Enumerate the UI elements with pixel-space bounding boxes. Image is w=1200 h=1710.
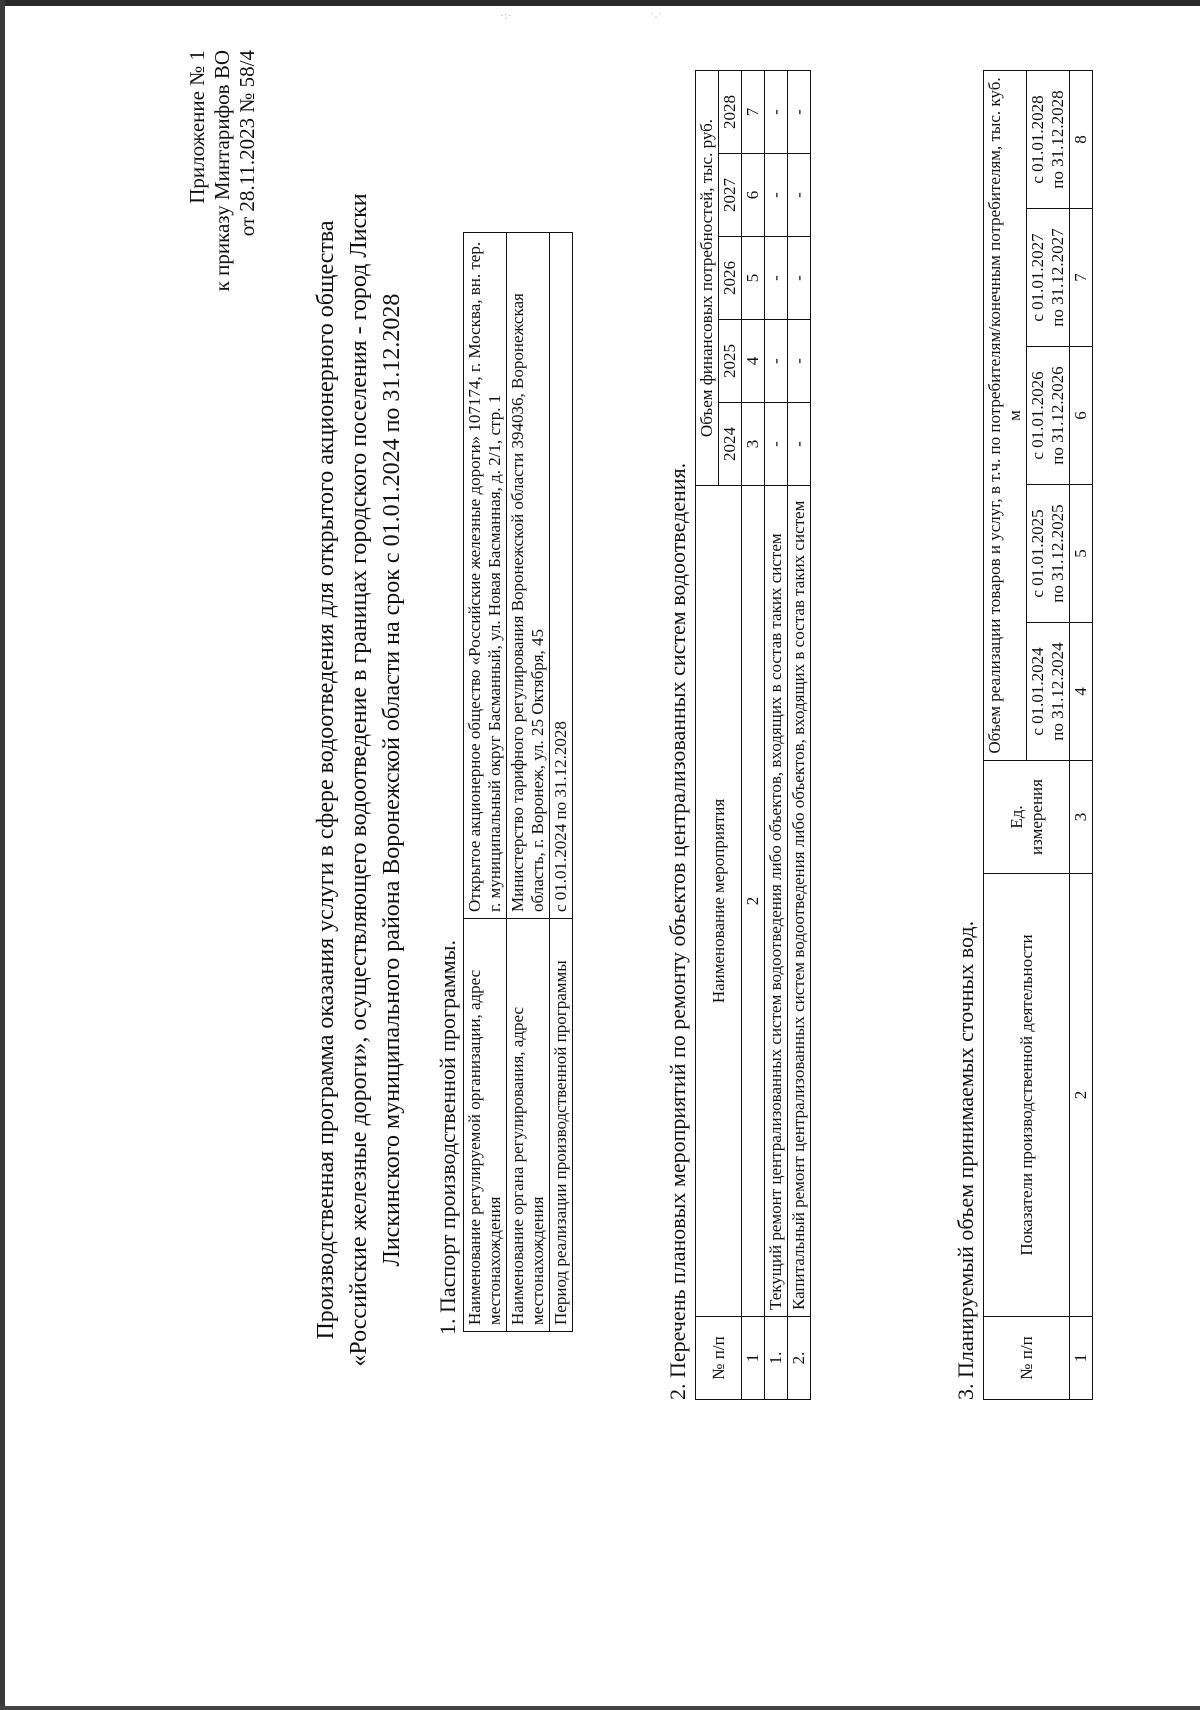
value-cell: - xyxy=(788,320,811,403)
row-num: 1. xyxy=(765,1317,788,1400)
passport-value: Открытое акционерное общество «Российские железные дороги» 107174, г. Москва, вн. тер. г. муниципальный округ Басманный, ул. Новая Басманная, д. 2/1, стр. 1 xyxy=(464,233,507,919)
column-number-row xyxy=(742,71,765,1400)
passport-value: с 01.01.2024 по 31.12.2028 xyxy=(550,233,573,919)
scan-smudge: ˙·˙ xyxy=(650,10,662,24)
table-header-row xyxy=(696,71,719,1400)
measure-name: Текущий ремонт централизованных систем водоотведения либо объектов, входящих в состав таких систем xyxy=(765,486,788,1317)
passport-label: Наименование регулируемой организации, адрес местонахождения xyxy=(464,919,507,1332)
column-number: 2 xyxy=(1070,874,1093,1317)
section-3-title: 3. Планируемый объем принимаемых сточных вод. xyxy=(953,920,978,1400)
column-number-row xyxy=(1070,71,1093,1400)
table-row xyxy=(765,71,788,1400)
header-num: № п/п xyxy=(984,1317,1070,1400)
value-cell: - xyxy=(765,403,788,486)
document-title xyxy=(310,60,409,1500)
header-num: № п/п xyxy=(696,1317,742,1400)
table-row xyxy=(507,233,550,1332)
header-period: с 01.01.2024 по 31.12.2024 xyxy=(1027,623,1070,761)
column-number: 1 xyxy=(1070,1317,1093,1400)
rotated-document-page xyxy=(115,0,1195,1560)
wastewater-volume-table xyxy=(983,70,1093,1400)
section-2-title: 2. Перечень плановых мероприятий по ремонту объектов централизованных систем водоотведения. xyxy=(665,462,690,1400)
value-cell: - xyxy=(788,71,811,154)
title-line-1: Производственная программа оказания услуги в сфере водоотведения для открытого акционерного общества xyxy=(313,220,339,1340)
header-year: 2026 xyxy=(719,237,742,320)
scan-edge-bottom xyxy=(0,1706,1200,1710)
approval-line-2: к приказу Минтарифов ВО xyxy=(210,50,234,292)
column-number: 3 xyxy=(742,403,765,486)
header-measure-name: Наименование мероприятия xyxy=(696,486,742,1317)
header-period: с 01.01.2026 по 31.12.2026 xyxy=(1027,347,1070,485)
header-year: 2028 xyxy=(719,71,742,154)
column-number: 4 xyxy=(742,320,765,403)
column-number: 6 xyxy=(742,154,765,237)
table-row xyxy=(788,71,811,1400)
column-number: 1 xyxy=(742,1317,765,1400)
header-period: с 01.01.2028 по 31.12.2028 xyxy=(1027,71,1070,209)
section-1-title: 1. Паспорт производственной программы. xyxy=(435,940,460,1335)
table-row xyxy=(464,233,507,1332)
header-volume: Объем финансовых потребностей, тыс. руб. xyxy=(696,71,719,486)
header-year: 2024 xyxy=(719,403,742,486)
passport-table xyxy=(463,232,573,1332)
header-period: с 01.01.2027 по 31.12.2027 xyxy=(1027,209,1070,347)
value-cell: - xyxy=(788,154,811,237)
passport-label: Наименование органа регулирования, адрес местонахождения xyxy=(507,919,550,1332)
header-year: 2025 xyxy=(719,320,742,403)
column-number: 8 xyxy=(1070,71,1093,209)
header-year: 2027 xyxy=(719,154,742,237)
approval-stamp-text xyxy=(185,50,260,291)
value-cell: - xyxy=(765,154,788,237)
header-period: с 01.01.2025 по 31.12.2025 xyxy=(1027,485,1070,623)
scan-smudge: ·:· xyxy=(500,8,512,22)
approval-line-1: Приложение № 1 xyxy=(185,50,209,204)
value-cell: - xyxy=(765,320,788,403)
column-number: 7 xyxy=(742,71,765,154)
title-line-2: «Российские железные дороги», осуществляющего водоотведение в границах городского поселения - город Лиски xyxy=(346,193,372,1367)
approval-line-3: от 28.11.2023 № 58/4 xyxy=(235,50,259,237)
header-unit: Ед. измерения xyxy=(984,761,1070,874)
title-line-3: Лискинского муниципального района Воронежской области на срок с 01.01.2024 по 31.12.2028 xyxy=(379,293,405,1267)
column-number: 2 xyxy=(742,486,765,1317)
measure-name: Капитальный ремонт централизованных систем водоотведения либо объектов, входящих в состав таких систем xyxy=(788,486,811,1317)
column-number: 4 xyxy=(1070,623,1093,761)
column-number: 6 xyxy=(1070,347,1093,485)
value-cell: - xyxy=(765,237,788,320)
value-cell: - xyxy=(765,71,788,154)
column-number: 5 xyxy=(1070,485,1093,623)
repair-measures-table xyxy=(695,70,811,1400)
table-header-row xyxy=(984,71,1027,1400)
column-number: 7 xyxy=(1070,209,1093,347)
value-cell: - xyxy=(788,237,811,320)
column-number: 3 xyxy=(1070,761,1093,874)
table-row xyxy=(550,233,573,1332)
header-indicator: Показатели производственной деятельности xyxy=(984,874,1070,1317)
scan-edge-left xyxy=(0,0,5,1710)
value-cell: - xyxy=(788,403,811,486)
header-volume: Объем реализации товаров и услуг, в т.ч. по потребителям/конечным потребителям, тыс. куб. м xyxy=(984,71,1027,761)
row-num: 2. xyxy=(788,1317,811,1400)
passport-value: Министерство тарифного регулирования Воронежской области 394036, Воронежская область, г. Воронеж, ул. 25 Октября, 45 xyxy=(507,233,550,919)
column-number: 5 xyxy=(742,237,765,320)
passport-label: Период реализации производственной программы xyxy=(550,919,573,1332)
